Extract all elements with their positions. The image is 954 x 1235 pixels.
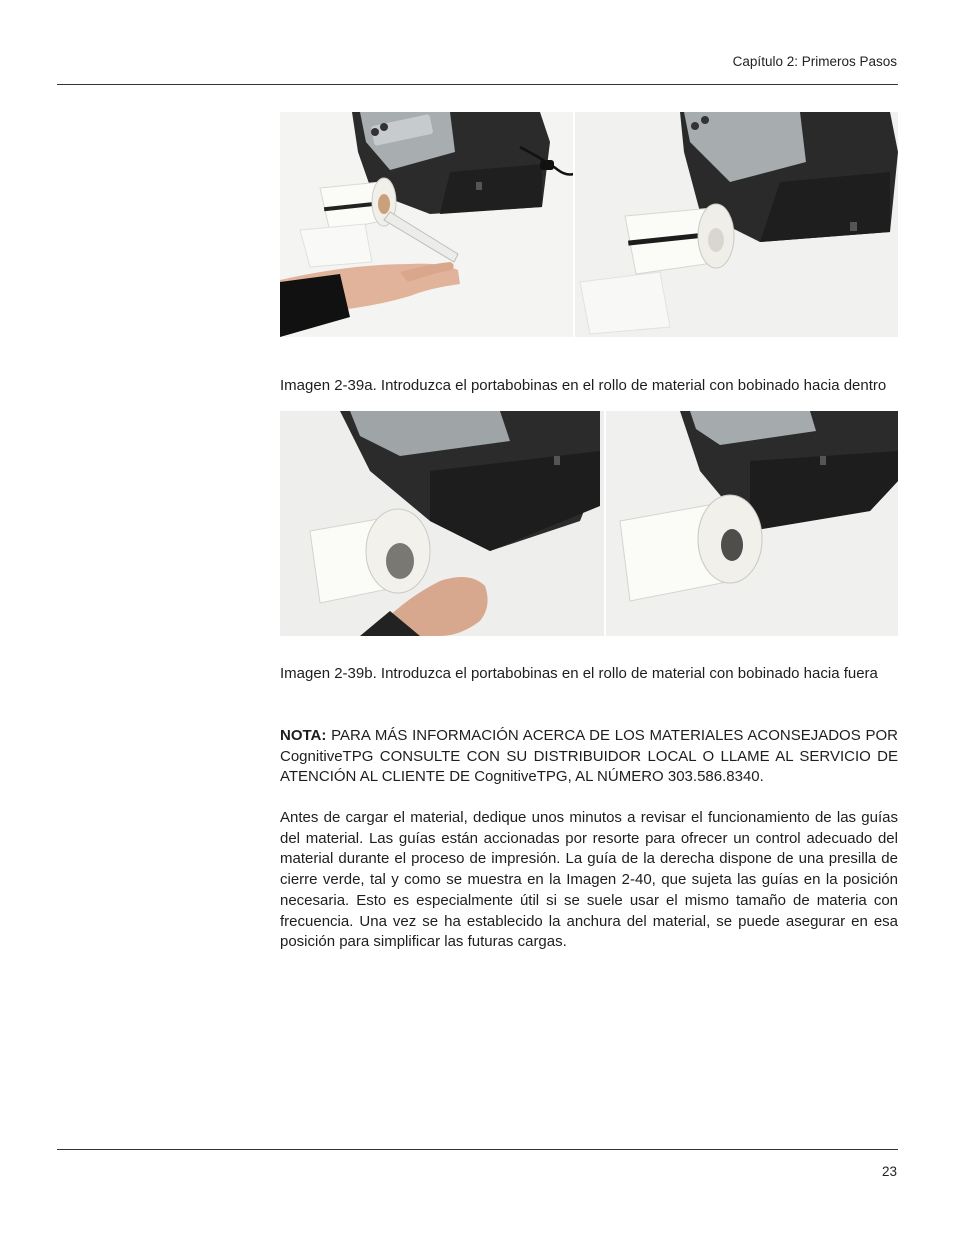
figure-2-39b-photo [280,411,898,636]
header-rule [57,84,898,85]
body-paragraph: Antes de cargar el material, dedique unos minutos a revisar el funcionamiento de las guías del material. Las guías están accionadas por resorte para ofrecer un control adecuado del material durante el proceso de impresión. La guía de la derecha dispone de una presilla de cierre verde, tal y como se muestra en la Imagen 2-40, que sujeta las guías en la posición necesaria. Esto es especialmente útil si se suele usar el mismo tamaño de materia con frecuencia. Una vez se ha establecido la anchura del material, se puede asegurar en esa posición para simplificar las futuras cargas. [280,809,898,951]
footer-rule [57,1149,898,1150]
note-label: NOTA: [280,727,327,744]
figure-2-39a-photo [280,112,898,337]
page-number: 23 [881,1164,897,1179]
figure-2-39a-caption: Imagen 2-39a. Introduzca el portabobinas en el rollo de material con bobinado hacia dentro [280,377,887,394]
figure-2-39b-caption: Imagen 2-39b. Introduzca el portabobinas en el rollo de material con bobinado hacia fuera [280,665,878,682]
chapter-title: Capítulo 2: Primeros Pasos [732,54,897,69]
note-block [280,726,898,788]
note-text: PARA MÁS INFORMACIÓN ACERCA DE LOS MATERIALES ACONSEJADOS POR CognitiveTPG CONSULTE CON SU DISTRIBUIDOR LOCAL O LLAME AL SERVICIO DE ATENCIÓN AL CLIENTE DE CognitiveTPG, AL NÚMERO 303.586.8340. [280,727,898,786]
